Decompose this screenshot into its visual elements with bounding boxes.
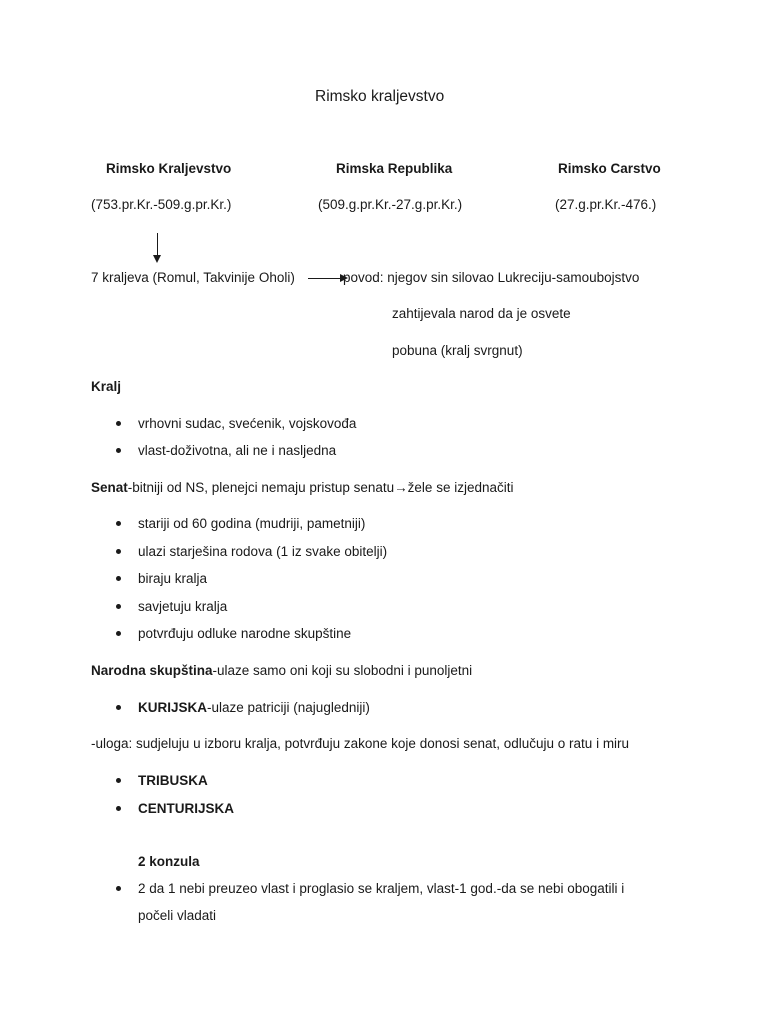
cause-line-2: zahtijevala narod da je osvete (392, 306, 571, 321)
konzuli-line-2: počeli vladati (138, 908, 217, 923)
narodna-label: Narodna skupština (91, 663, 213, 678)
senat-line (91, 479, 513, 497)
bullet-icon (116, 705, 121, 710)
kings-line: 7 kraljeva (Romul, Takvinije Oholi) (91, 270, 295, 285)
kurijska-text: -ulaze patriciji (najugledniji) (207, 700, 370, 715)
period-carstvo: (27.g.pr.Kr.-476.) (555, 197, 657, 212)
senat-text-after: žele se izjednačiti (407, 480, 514, 495)
period-kraljevstvo: (753.pr.Kr.-509.g.pr.Kr.) (91, 197, 232, 212)
down-arrow-icon (153, 255, 161, 263)
cause-line-3: pobuna (kralj svrgnut) (392, 343, 523, 358)
konzuli-heading: 2 konzula (138, 854, 200, 869)
bullet-icon (116, 604, 121, 609)
column-heading-kraljevstvo: Rimsko Kraljevstvo (106, 161, 232, 176)
narodna-text: -ulaze samo oni koji su slobodni i punoljetni (212, 663, 473, 678)
senat-item-2: ulazi starješina rodova (1 iz svake obitelji) (138, 544, 388, 559)
bullet-icon (116, 778, 121, 783)
bullet-icon (116, 576, 121, 581)
kralj-item-1: vrhovni sudac, svećenik, vojskovođa (138, 416, 357, 431)
bullet-icon (116, 549, 121, 554)
senat-text: -bitniji od NS, plenejci nemaju pristup senatu (127, 480, 395, 495)
column-heading-republika: Rimska Republika (336, 161, 453, 176)
narodna-line (91, 662, 472, 680)
bullet-icon (116, 521, 121, 526)
senat-item-3: biraju kralja (138, 571, 208, 586)
kralj-item-2: vlast-doživotna, ali ne i nasljedna (138, 443, 337, 458)
kurijska-line (138, 699, 370, 717)
senat-item-5: potvrđuju odluke narodne skupštine (138, 626, 352, 641)
senat-item-4: savjetuju kralja (138, 599, 228, 614)
kralj-heading: Kralj (91, 379, 122, 394)
kurijska-label: KURIJSKA (138, 700, 208, 715)
period-republika: (509.g.pr.Kr.-27.g.pr.Kr.) (318, 197, 463, 212)
right-arrow-icon: → (394, 480, 408, 495)
right-arrow-line (308, 278, 342, 279)
bullet-icon (116, 631, 121, 636)
bullet-icon (116, 421, 121, 426)
bullet-icon (116, 806, 121, 811)
tribuska-label: TRIBUSKA (138, 773, 208, 788)
column-heading-carstvo: Rimsko Carstvo (558, 161, 661, 176)
bullet-icon (116, 448, 121, 453)
konzuli-line-1: 2 da 1 nebi preuzeo vlast i proglasio se kraljem, vlast-1 god.-da se nebi obogatili i (138, 881, 625, 896)
uloga-line: -uloga: sudjeluju u izboru kralja, potvrđuju zakone koje donosi senat, odlučuju o ratu i miru (91, 736, 630, 751)
senat-item-1: stariji od 60 godina (mudriji, pametniji) (138, 516, 366, 531)
centurijska-label: CENTURIJSKA (138, 801, 235, 816)
page-title: Rimsko kraljevstvo (315, 88, 445, 105)
down-arrow-line (157, 233, 158, 255)
senat-label: Senat (91, 480, 128, 495)
bullet-icon (116, 886, 121, 891)
cause-line-1: povod: njegov sin silovao Lukreciju-samoubojstvo (343, 270, 640, 285)
